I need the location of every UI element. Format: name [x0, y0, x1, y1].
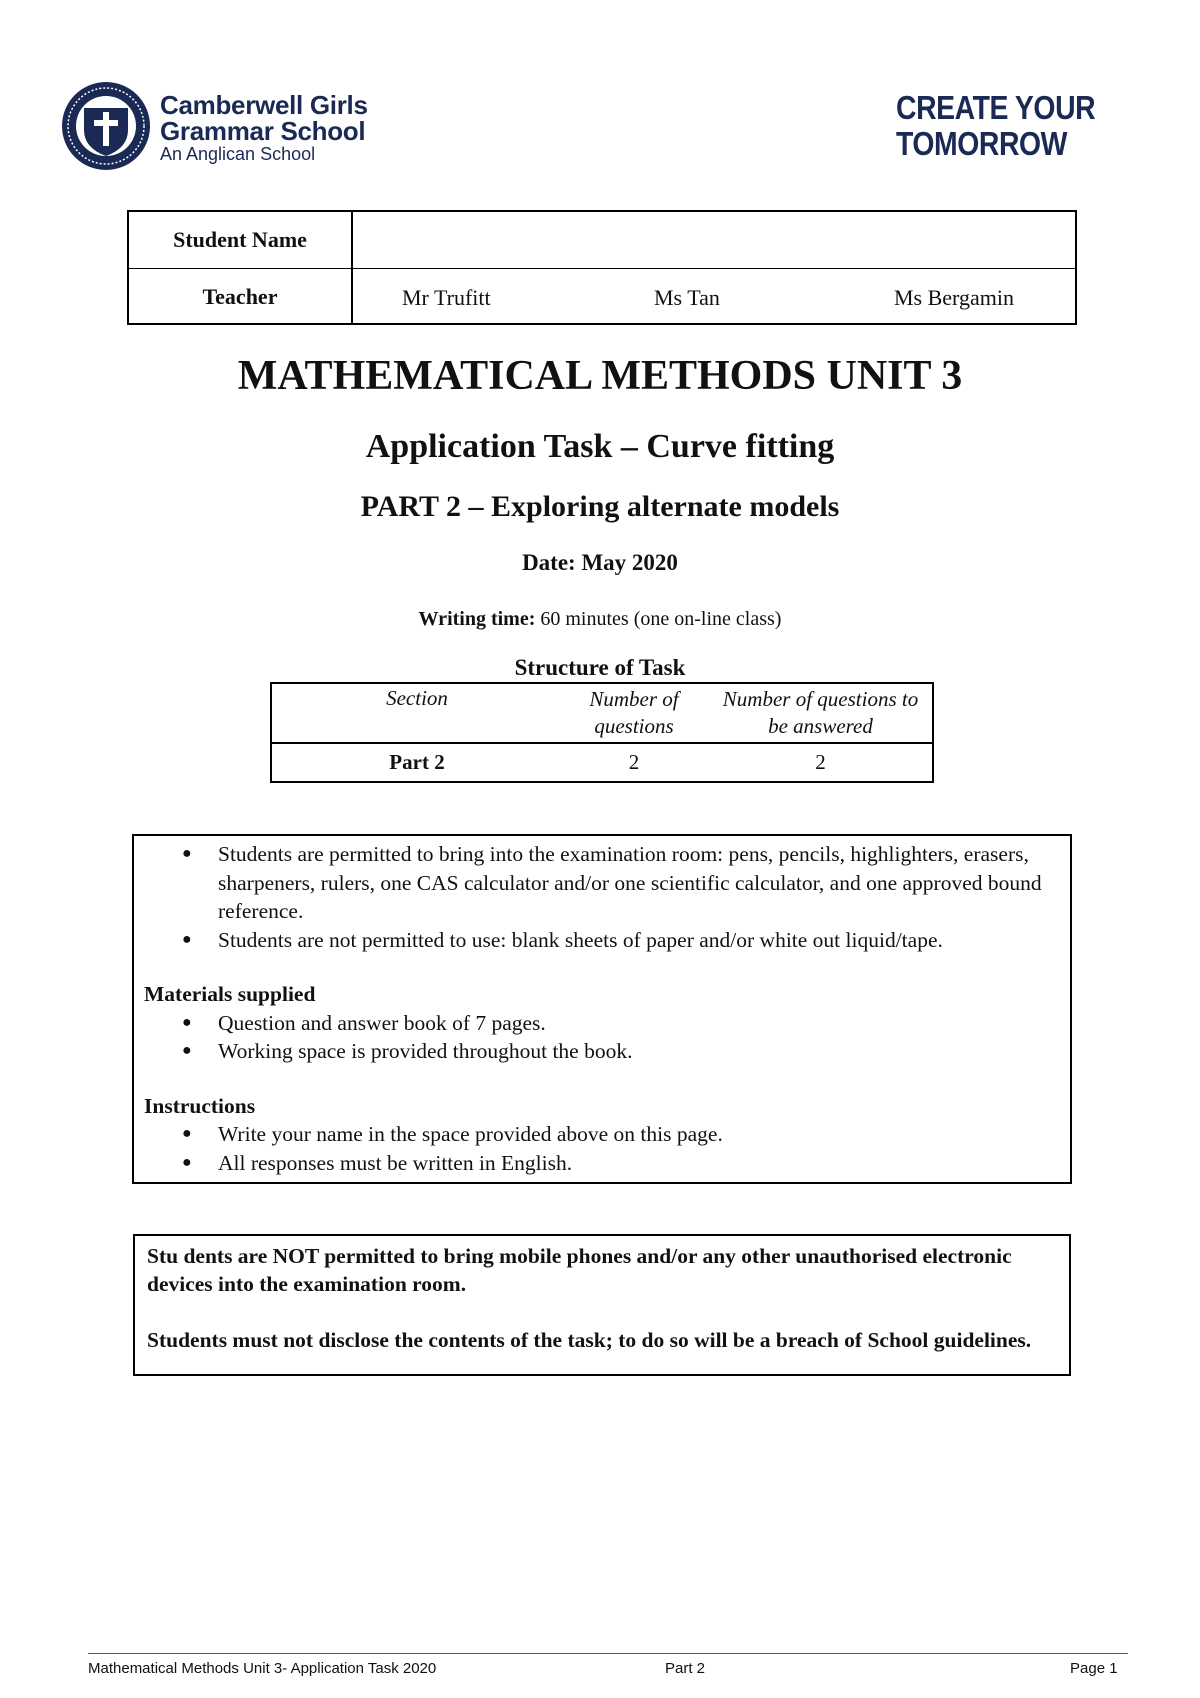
list-item-text: All responses must be written in English. — [218, 1150, 573, 1175]
materials-list — [134, 1009, 1070, 1066]
cell-questions: 2 — [628, 750, 640, 774]
warning-disclosure: Students must not disclose the contents of the task; to do so will be a breach of School guidelines. — [147, 1328, 1032, 1352]
list-item — [134, 1149, 1070, 1178]
school-subtitle: An Anglican School — [160, 144, 316, 164]
school-name — [160, 92, 368, 144]
column-header-questions: Number of questions — [589, 687, 679, 738]
instructions-heading: Instructions — [144, 1093, 256, 1118]
task-date: Date: May 2020 — [522, 550, 678, 575]
footer-left: Mathematical Methods Unit 3- Application Task 2020 — [88, 1660, 437, 1677]
school-name-line2: Grammar School — [160, 116, 366, 146]
footer-divider — [88, 1653, 1128, 1654]
teacher-row — [129, 269, 1075, 325]
slogan — [896, 90, 1095, 162]
page-title: MATHEMATICAL METHODS UNIT 3 — [237, 353, 963, 399]
list-item-text: Students are not permitted to use: blank sheets of paper and/or white out liquid/tape. — [218, 927, 943, 952]
list-item-text: Write your name in the space provided above on this page. — [218, 1122, 723, 1146]
footer-page-number: Page 1 — [1070, 1660, 1118, 1677]
teacher-option[interactable]: Ms Bergamin — [894, 285, 1014, 310]
cell-answered: 2 — [815, 750, 826, 774]
list-item-text: Question and answer book of 7 pages. — [218, 1010, 546, 1035]
bullet-icon: ● — [182, 1042, 192, 1059]
bullet-icon: ● — [182, 845, 192, 862]
task-subtitle: Application Task – Curve fitting — [365, 428, 835, 465]
permitted-list — [134, 840, 1070, 954]
list-item — [134, 1009, 1070, 1038]
structure-title: Structure of Task — [514, 655, 686, 680]
writing-time — [0, 608, 1200, 631]
slogan-line1: CREATE YOUR — [896, 89, 1096, 126]
cell-section: Part 2 — [389, 750, 445, 774]
slogan-line2: TOMORROW — [896, 125, 1068, 162]
list-item-text: Working space is provided throughout the book. — [218, 1039, 633, 1063]
instructions-list — [134, 1120, 1070, 1177]
school-name-line1: Camberwell Girls — [160, 90, 368, 120]
warning-devices: Stu dents are NOT permitted to bring mobile phones and/or any other unauthorised electronic devices into the examination room. — [147, 1244, 1012, 1296]
footer-center: Part 2 — [665, 1660, 706, 1677]
bullet-icon: ● — [182, 1153, 192, 1171]
school-crest-logo — [60, 80, 152, 172]
column-header-section: Section — [386, 686, 448, 710]
writing-time-label: Writing time: — [418, 608, 536, 630]
list-item — [134, 1120, 1070, 1149]
teacher-option[interactable]: Ms Tan — [654, 285, 720, 310]
list-item-text: Students are permitted to bring into the examination room: pens, pencils, highlighters, erasers, sharpeners, rulers, one CAS calculator and/or one scientific calculator, and one approved bound reference. — [218, 842, 1042, 923]
column-header-answered: Number of questions to be answered — [722, 687, 919, 738]
bullet-icon: ● — [182, 1013, 192, 1031]
warning-box — [133, 1234, 1071, 1376]
student-info-table — [127, 210, 1077, 325]
table-row — [272, 744, 932, 782]
materials-heading: Materials supplied — [144, 982, 316, 1006]
student-name-row — [129, 212, 1075, 269]
structure-table — [270, 682, 934, 783]
part-title: PART 2 – Exploring alternate models — [360, 490, 840, 523]
student-name-label: Student Name — [129, 212, 353, 268]
bullet-icon: ● — [182, 930, 192, 948]
list-item — [134, 926, 1070, 955]
rules-box — [132, 834, 1072, 1184]
list-item — [134, 1037, 1070, 1066]
list-item — [134, 840, 1070, 926]
teacher-label: Teacher — [129, 269, 353, 325]
bullet-icon: ● — [182, 1125, 192, 1142]
teacher-option[interactable]: Mr Trufitt — [402, 285, 491, 310]
writing-time-value: 60 minutes (one on-line class) — [535, 608, 782, 630]
structure-header-row — [272, 684, 932, 744]
